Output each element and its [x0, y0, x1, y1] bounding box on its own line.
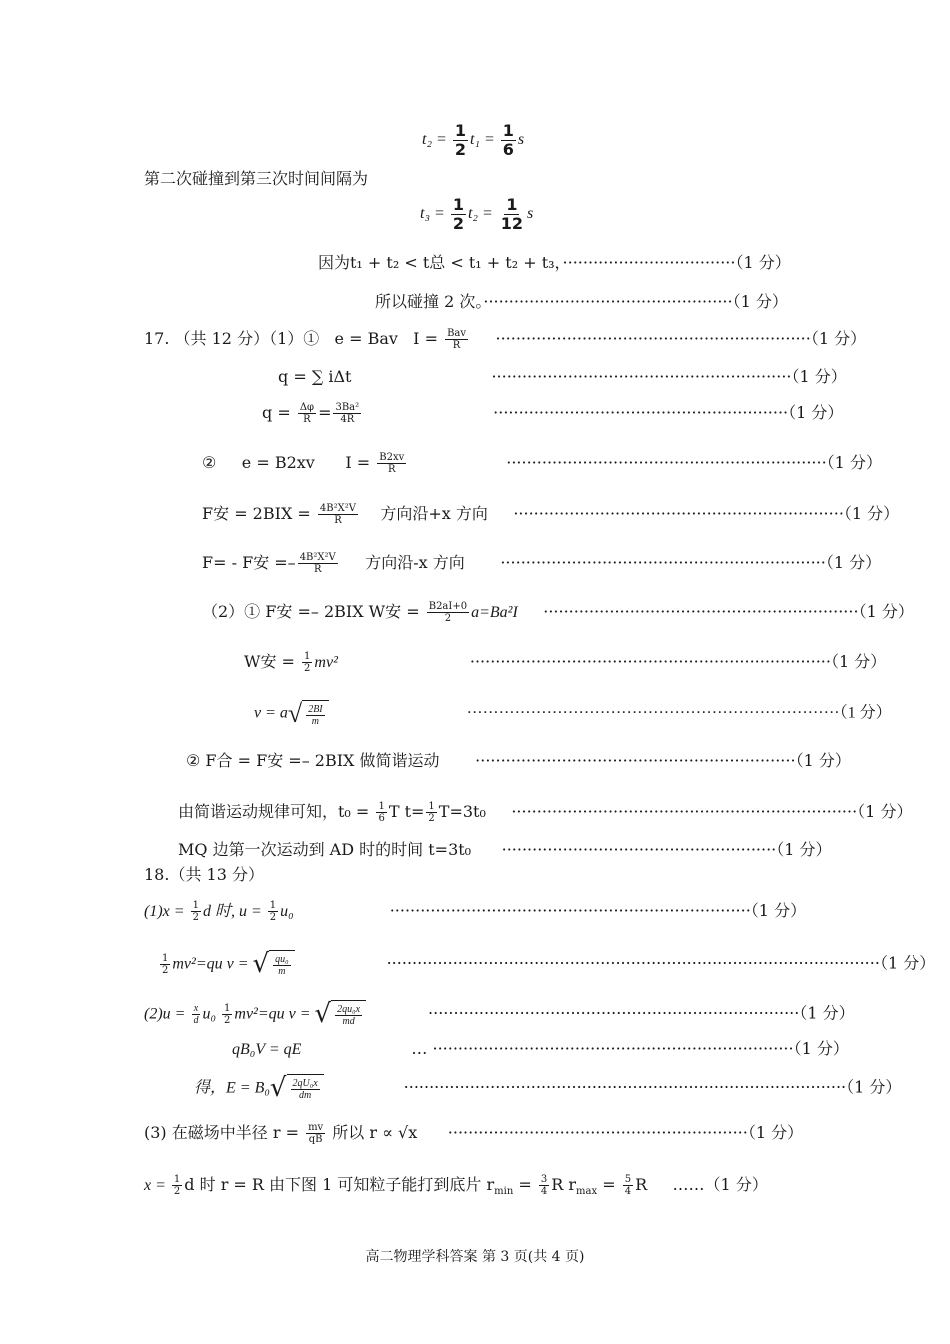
equation-t3: t₃ = $\frac{1}{2}$ t₂ = $\frac{1}{12}$ s	[420, 195, 534, 233]
q18-balance: qB₀V = qE … ·······································································（1 分）	[232, 1039, 849, 1058]
q17-shm-period: 由简谐运动规律可知，t₀ = $\frac{1}{6}$ T t= $\frac{1}{2}$ T=3t₀ ····································································（1 分）	[178, 801, 913, 824]
q18-part2: (2)u = $\frac{x}{d}$ u₀ $\frac{1}{2}$ mv²=qu v = √ 2qu₀x md ·········································································（1 分）	[144, 999, 855, 1029]
q17-velocity: v = a √ 2BI m ······································································（1 分）	[254, 699, 892, 728]
q17-mq-time: MQ 边第一次运动到 AD 时的时间 t=3t₀ ······················································（1 分）	[178, 840, 832, 859]
q18-field: 得，E = B₀ √ 2qU₀x dm ·······················································································（1 分）	[194, 1073, 902, 1103]
q17-external-force: F= - F安 =– $\frac{\text{4B²X²V}}{R}$ 方向沿-x 方向 ································································（1 分）	[202, 552, 882, 575]
page-footer: 高二物理学科答案 第 3 页(共 4 页)	[365, 1249, 585, 1265]
q17-charge-sum: q = ∑ iΔt ···························································（1 分）	[278, 367, 847, 386]
q18-part3: (3) 在磁场中半径 r = $\frac{mv}{qB}$ 所以 r ∝ √x ···························································（1 分）	[144, 1122, 804, 1145]
q17-part2-emf: ② e = B2xv I = $\frac{B2xv}{R}$ ·······························································（1 分）	[202, 452, 882, 475]
q18-head: 18.（共 13 分）	[144, 865, 264, 884]
line-therefore: 所以碰撞 2 次。·················································（1 分）	[375, 292, 788, 311]
q17-charge-flux: q = $\frac{\Delta\varphi}{R}$ = $\frac{\text{3Ba²}}{4R}$ ··························································（1 分）	[262, 402, 844, 425]
text-interval-2-3: 第二次碰撞到第三次时间间隔为	[144, 169, 369, 188]
line-because: 因为t₁ + t₂ < t总 < t₁ + t₂ + t₃，··································（1 分）	[318, 253, 791, 272]
q17-work-energy: W安 = $\frac{1}{2}$ mv² ·······································································（1 分）	[244, 651, 887, 674]
q17-head: 17. （共 12 分）（1）① e = Bav I = Bav R ······························································（1 分）	[144, 328, 867, 351]
q17-work-ampere: （2）① F安 =– 2BIX W安 = $\frac{B2aI+0}{2}$ a=Ba²I ······························································（1 分）	[202, 601, 914, 624]
equation-t2: t₂ = $\frac{1}{2}$ t₁ = $\frac{1}{6}$ s	[422, 121, 525, 159]
q17-ampere-force: F安 = 2BIX = $\frac{\text{4B²X²V}}{R}$ 方向沿+x 方向 ·································································（1 分）	[202, 503, 900, 526]
q17-shm: ② F合 = F安 =– 2BIX 做简谐运动 ·······························································（1 分）	[186, 751, 851, 770]
q18-part1: (1)x = $\frac{1}{2}$ d 时, u = $\frac{1}{2}$ u₀ ·······································································（1 分）	[144, 900, 807, 923]
q18-energy: $\frac{1}{2}$ mv²=qu v = √ qu₀ m ·································································································（1 分）	[162, 949, 936, 979]
q18-radius-range: x = $\frac{1}{2}$ d 时 r = R 由下图 1 可知粒子能打到底片 $r_{min}$ = $\frac{3}{4}$ R $r_{max}$ = $\frac{5}{4}$ R ……（1 分）	[144, 1174, 768, 1198]
